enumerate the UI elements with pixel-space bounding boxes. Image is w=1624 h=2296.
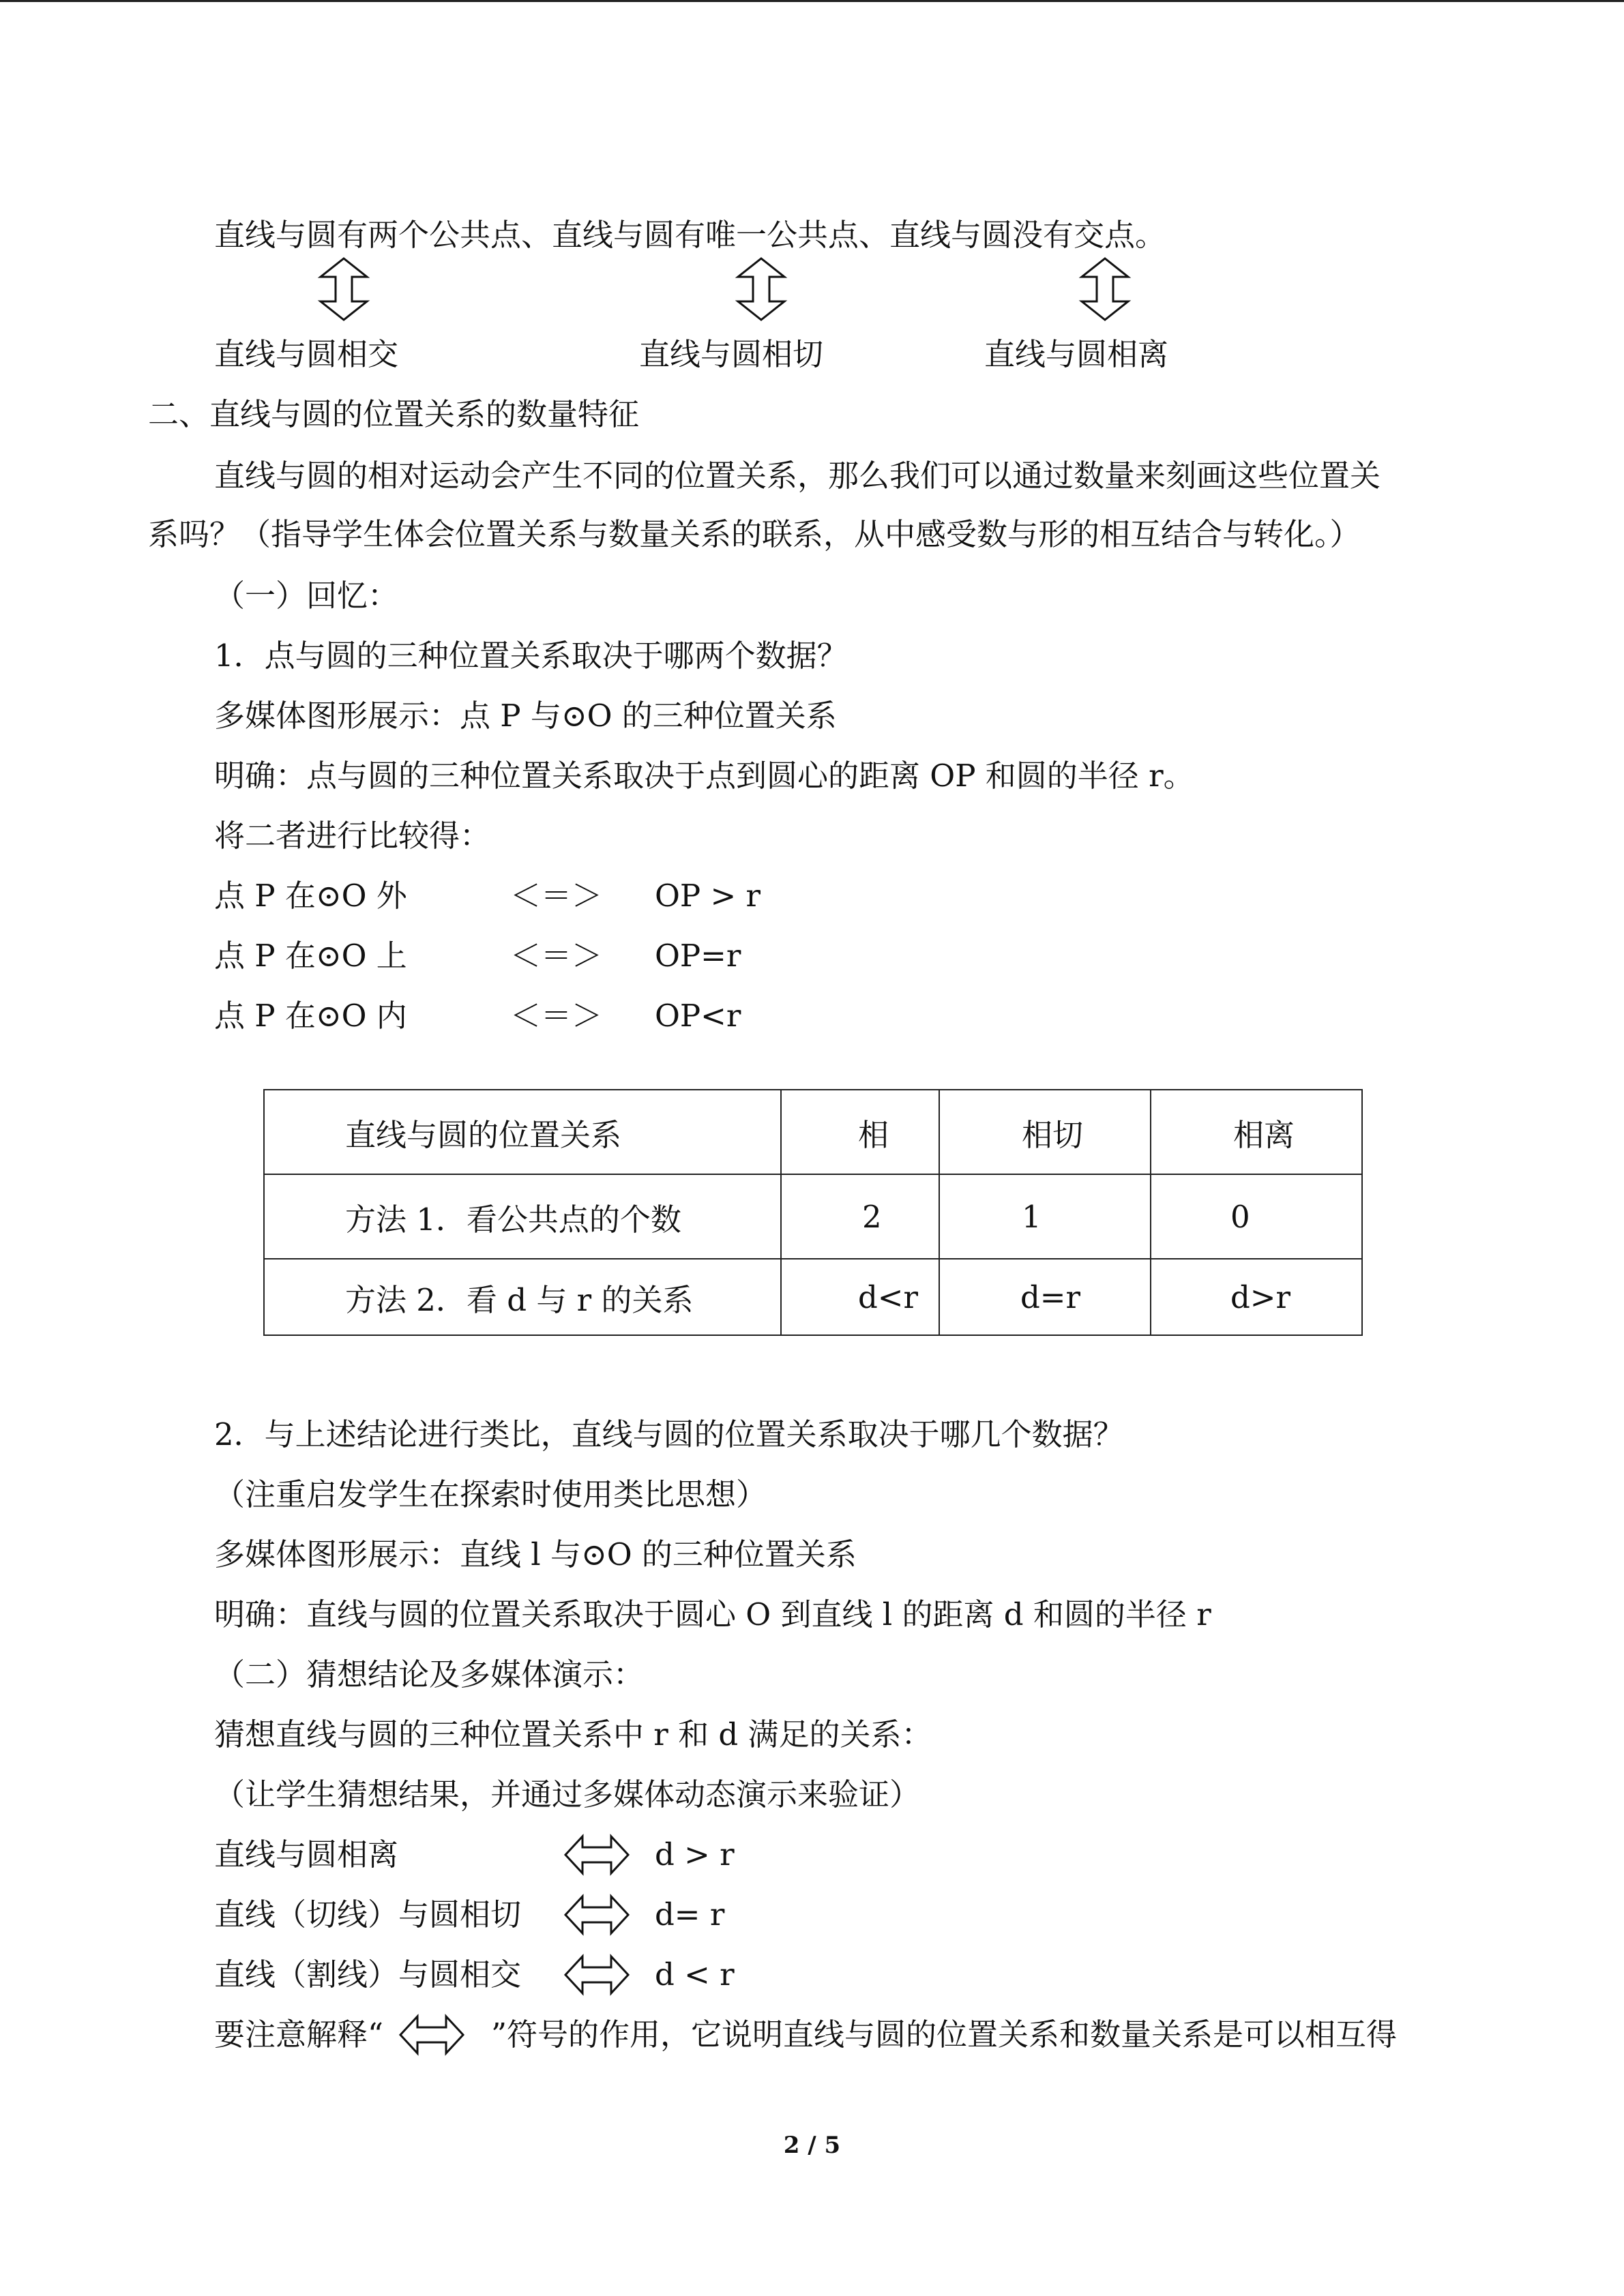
double-arrow-vertical-icon	[734, 256, 788, 322]
table-cell: d=r	[939, 1259, 1151, 1335]
guess-heading: （二）猜想结论及多媒体演示：	[214, 1656, 645, 1693]
page-top-rule	[0, 0, 1624, 2]
table-header-cell: 相切	[939, 1090, 1151, 1174]
recall-heading: （一）回忆：	[214, 578, 399, 614]
table-cell: 0	[1151, 1174, 1362, 1259]
table-cell: d>r	[1151, 1259, 1362, 1335]
point-relation-arrow: ＜＝＞	[510, 938, 603, 974]
line-relation-label: 直线（切线）与圆相切	[214, 1896, 522, 1933]
compare-line: 将二者进行比较得：	[214, 818, 491, 854]
para1-line2: 系吗？（指导学生体会位置关系与数量关系的联系，从中感受数与形的相互结合与转化。）	[148, 516, 1361, 552]
table-row	[264, 1259, 1362, 1335]
para1-line1: 直线与圆的相对运动会产生不同的位置关系，那么我们可以通过数量来刻画这些位置关	[214, 458, 1381, 494]
line-relation-label: 直线与圆相离	[214, 1836, 399, 1873]
point-relation-label: 点 P 在⊙O 外	[214, 878, 407, 914]
point-relation-expr: OP<r	[655, 998, 741, 1034]
line-relation-label: 直线（割线）与圆相交	[214, 1956, 522, 1993]
table-header-cell: 相	[781, 1090, 939, 1174]
line-relation-expr: d < r	[655, 1956, 735, 1993]
line-relation-expr: d= r	[655, 1896, 725, 1933]
double-arrow-horizontal-icon	[563, 1834, 630, 1876]
double-arrow-horizontal-icon	[398, 2014, 465, 2056]
page-number: 2 / 5	[783, 2132, 841, 2159]
note-2: （注重启发学生在探索时使用类比思想）	[214, 1476, 767, 1512]
explain-suffix: ”符号的作用，它说明直线与圆的位置关系和数量关系是可以相互得	[491, 2016, 1398, 2053]
double-arrow-horizontal-icon	[563, 1894, 630, 1936]
question-1: 1．点与圆的三种位置关系取决于哪两个数据？	[214, 638, 848, 674]
rel-label-intersect: 直线与圆相交	[214, 336, 399, 372]
double-arrow-vertical-icon	[1078, 256, 1132, 322]
line-relation-expr: d > r	[655, 1836, 735, 1873]
point-relation-arrow: ＜＝＞	[510, 878, 603, 914]
relation-table	[263, 1089, 1363, 1336]
table-row	[264, 1090, 1362, 1174]
table-cell: 方法 2．看 d 与 r 的关系	[264, 1259, 781, 1335]
media-note-1: 多媒体图形展示：点 P 与⊙O 的三种位置关系	[214, 698, 837, 734]
table-cell: 方法 1．看公共点的个数	[264, 1174, 781, 1259]
clarify-2: 明确：直线与圆的位置关系取决于圆心 O 到直线 l 的距离 d 和圆的半径 r	[214, 1596, 1211, 1632]
guess-note: （让学生猜想结果，并通过多媒体动态演示来验证）	[214, 1776, 921, 1813]
double-arrow-horizontal-icon	[563, 1954, 630, 1996]
media-note-2: 多媒体图形展示：直线 l 与⊙O 的三种位置关系	[214, 1536, 857, 1572]
table-row	[264, 1174, 1362, 1259]
intro-line: 直线与圆有两个公共点、直线与圆有唯一公共点、直线与圆没有交点。	[214, 217, 1166, 253]
clarify-1: 明确：点与圆的三种位置关系取决于点到圆心的距离 OP 和圆的半径 r。	[214, 758, 1194, 794]
rel-label-tangent: 直线与圆相切	[639, 336, 824, 372]
point-relation-label: 点 P 在⊙O 上	[214, 938, 407, 974]
point-relation-label: 点 P 在⊙O 内	[214, 998, 407, 1034]
section2-title: 二、直线与圆的位置关系的数量特征	[148, 396, 640, 432]
table-cell: 2	[781, 1174, 939, 1259]
table-header-cell: 相离	[1151, 1090, 1362, 1174]
table-cell: d<r	[781, 1259, 939, 1335]
rel-label-separate: 直线与圆相离	[984, 336, 1169, 372]
double-arrow-vertical-icon	[316, 256, 371, 322]
point-relation-expr: OP > r	[655, 878, 761, 914]
explain-prefix: 要注意解释“	[214, 2016, 384, 2053]
table-cell: 1	[939, 1174, 1151, 1259]
question-2: 2．与上述结论进行类比，直线与圆的位置关系取决于哪几个数据？	[214, 1416, 1124, 1452]
point-relation-expr: OP=r	[655, 938, 741, 974]
table-header-cell: 直线与圆的位置关系	[264, 1090, 781, 1174]
point-relation-arrow: ＜＝＞	[510, 998, 603, 1034]
guess-line: 猜想直线与圆的三种位置关系中 r 和 d 满足的关系：	[214, 1716, 932, 1753]
